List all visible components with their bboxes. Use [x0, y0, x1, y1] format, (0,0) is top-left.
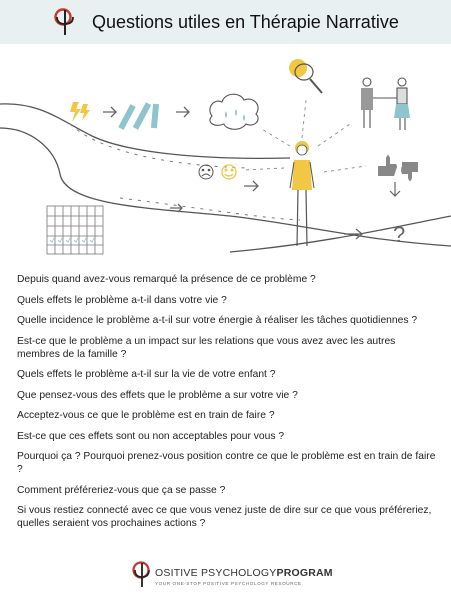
road-bottom-edge: [230, 216, 451, 252]
question-item: Depuis quand avez-vous remarqué la présence de ce problème ?: [17, 274, 316, 285]
narrative-illustration: [0, 48, 451, 260]
question-item: Est-ce que le problème a un impact sur les relations que vous avez avec les autres membres de la famille ?: [17, 335, 396, 360]
question-item: Pourquoi ça ? Pourquoi prenez-vous position contre ce que le problème est en train de faire ?: [17, 451, 436, 475]
happy-face-icon: [222, 165, 236, 179]
down-arrow-icon: [390, 182, 400, 196]
question-item: Comment préféreriez-vous que ça se passe ?: [17, 484, 226, 496]
thumbs-down-icon: [401, 162, 418, 181]
calendar-icon: [47, 206, 103, 254]
road-lower-edge: [0, 128, 451, 246]
thumbs-up-icon: [378, 155, 397, 176]
footer-brand: [131, 559, 331, 593]
psi-logo-icon: [131, 559, 153, 589]
brand-name: OSITIVE PSYCHOLOGYPROGRAM: [155, 567, 333, 579]
questions-list: [17, 273, 437, 538]
sad-face-icon: [199, 165, 213, 179]
question-item: Que pensez-vous des effets que le problème a sur votre vie ?: [17, 389, 298, 401]
thought-cloud-icon: [210, 94, 258, 129]
question-item: Quels effets le problème a-t-il sur la vie de votre enfant ?: [17, 369, 276, 380]
question-item: Quelle incidence le problème a-t-il sur votre énergie à réaliser les tâches quotidiennes ?: [17, 315, 418, 326]
page-title: Questions utiles en Thérapie Narrative: [92, 12, 399, 32]
question-item: Est-ce que ces effets sont ou non acceptables pour vous ?: [17, 430, 285, 442]
person-icon: [290, 141, 314, 246]
question-item: Quels effets le problème a-t-il dans votre vie ?: [17, 294, 227, 306]
question-mark-icon: ?: [393, 222, 406, 247]
arrow-right-icon: [103, 107, 362, 239]
lightning-icon: [70, 102, 90, 122]
brand-tagline: YOUR ONE-STOP POSITIVE PSYCHOLOGY RESOURCE: [155, 581, 302, 586]
couple-icon: [361, 78, 410, 130]
pencils-icon: [118, 102, 159, 130]
psi-logo-icon: [53, 7, 77, 37]
tennis-racket-icon: [289, 59, 322, 93]
question-item: Acceptez-vous ce que le problème est en train de faire ?: [17, 410, 275, 421]
question-item: Si vous restiez connecté avec ce que vous venez juste de dire sur ce que vous préféreriez, quelles seraient vos prochaines actions ?: [17, 505, 432, 529]
header-banner: [0, 0, 451, 44]
